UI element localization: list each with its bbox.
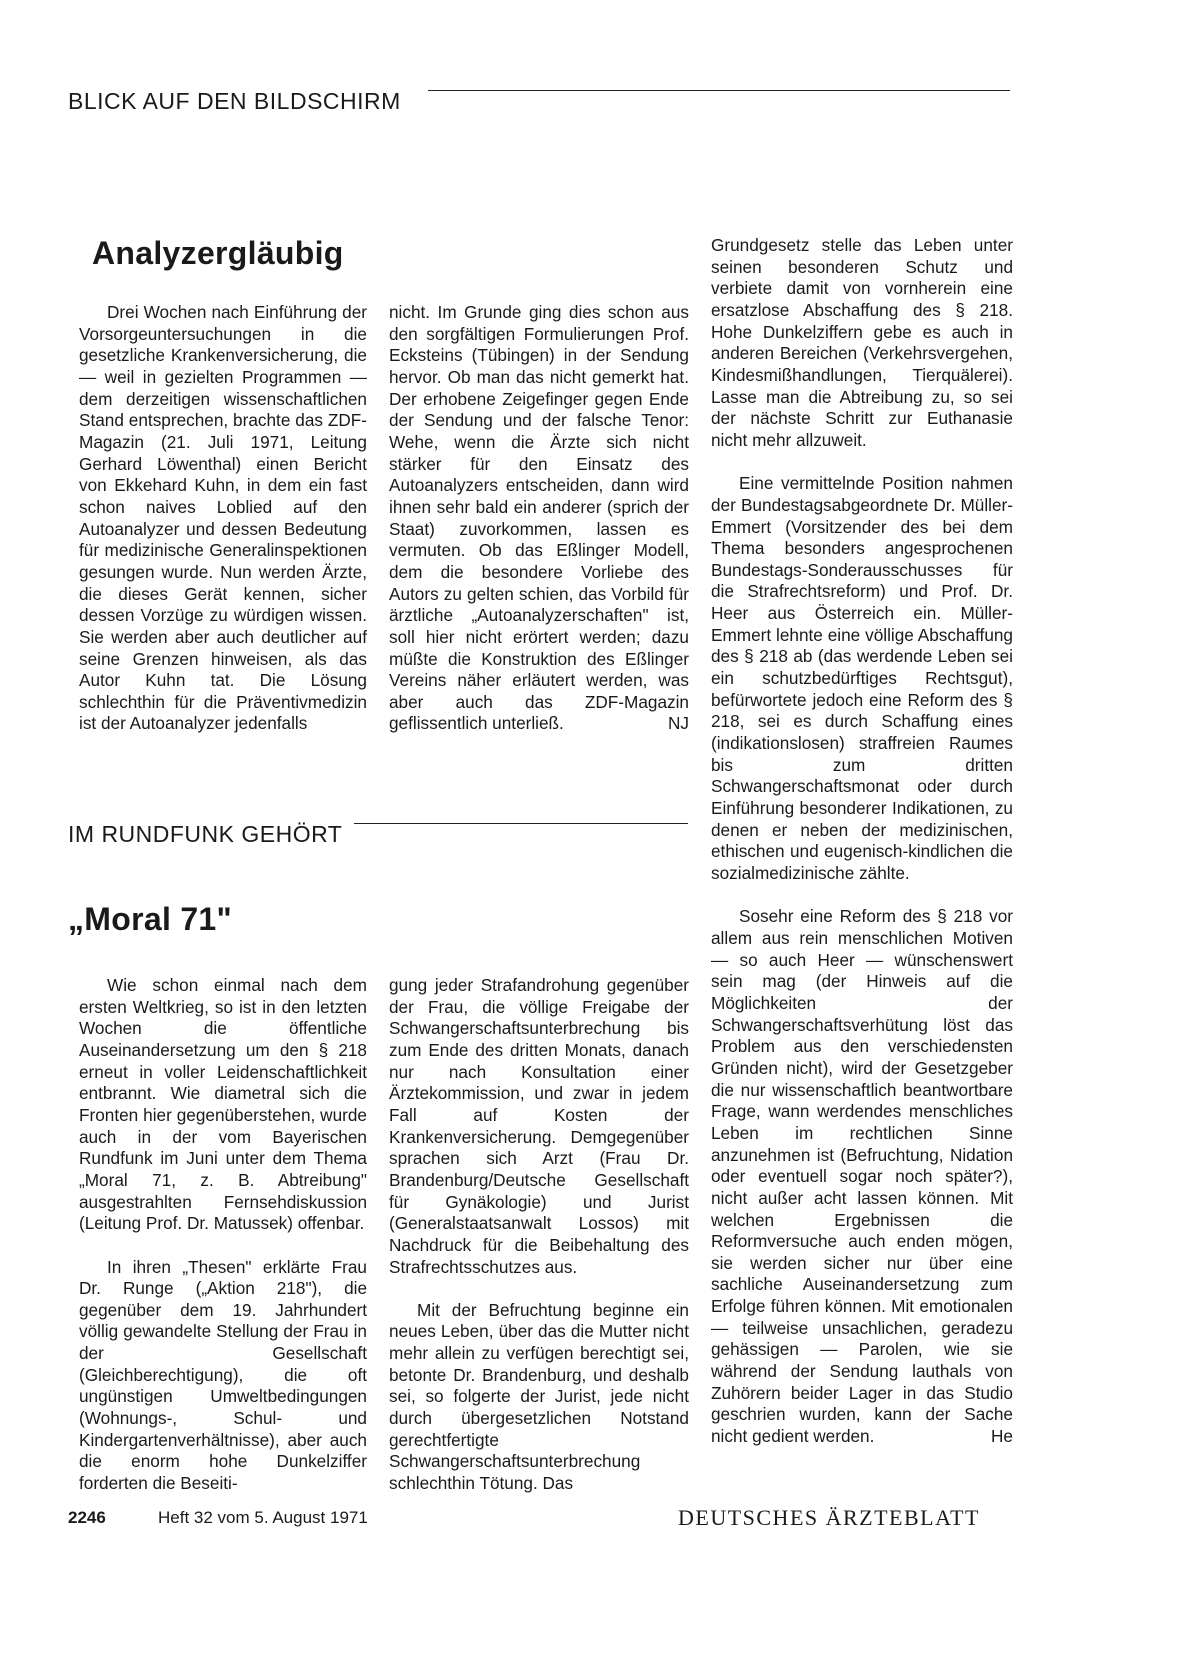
article2-column-2 [389,975,689,1495]
article2-column-3 [711,235,1013,1448]
article2-paragraph: Mit der Befruchtung beginne ein neues Leben, über das die Mutter nicht mehr allein zu verfügen berechtigt sei, betonte Dr. Brandenburg, und deshalb sei, so folgerte der Jurist, jede nicht durch übergesetzlichen Notstand gerechtfertigte Schwangerschaftsunterbrechung schlechthin Tötung. Das [389,1299,689,1494]
article2-paragraph [711,906,1013,1447]
article1-paragraph [389,302,689,735]
author-signature: NJ [667,713,689,734]
section-header-rundfunk: IM RUNDFUNK GEHÖRT [68,821,343,847]
section-header-bildschirm: BLICK AUF DEN BILDSCHIRM [68,88,401,114]
article2-column-1 [79,975,367,1495]
article2-paragraph: Wie schon einmal nach dem ersten Weltkrieg, so ist in den letzten Wochen die öffentliche Auseinandersetzung um den § 218 erneut in voller Leidenschaftlichkeit entbrannt. Wie diametral sich die Fronten hier gegenüberstehen, wurde auch in der vom Bayerischen Rundfunk im Juni unter dem Thema „Moral 71, z. B. Abtreibung" ausgestrahlten Fernsehdiskussion (Leitung Prof. Dr. Matussek) offenbar. [79,975,367,1234]
journal-name: DEUTSCHES ÄRZTEBLATT [678,1505,980,1530]
issue-info: Heft 32 vom 5. August 1971 [158,1508,368,1527]
section-rule-bildschirm [428,90,1010,91]
article2-paragraph: gung jeder Strafandrohung gegenüber der Frau, die völlige Freigabe der Schwangerschaftsunterbrechung bis zum Ende des dritten Monats, danach nur nach Konsultation einer Ärztekommission, und zwar in jedem Fall auf Kosten der Krankenversicherung. Demgegenüber sprachen sich Arzt (Frau Dr. Brandenburg/Deutsche Gesellschaft für Gynäkologie) und Jurist (Generalstaatsanwalt Lossos) mit Nachdruck für die Beibehaltung des Strafrechtsschutzes aus. [389,975,689,1277]
article2-paragraph: Eine vermittelnde Position nahmen der Bundestagsabgeordnete Dr. Müller-Emmert (Vorsitzender des bei dem Thema besonders angesprochenen Bundestags-Sonderausschusses für die Strafrechtsreform) und Prof. Dr. Heer aus Österreich ein. Müller-Emmert lehnte eine völlige Abschaffung des § 218 ab (das werdende Leben sei ein schutzbedürftiges Rechtsgut), befürwortete jedoch eine Reform des § 218, sei es durch Schaffung eines (indikationslosen) straffreien Raumes bis zum dritten Schwangerschaftsmonat oder durch Einführung besonderer Indikationen, zu denen er neben der medizinischen, ethischen und eugenisch-kindlichen die sozialmedizinische zählte. [711,473,1013,884]
article2-paragraph: In ihren „Thesen" erklärte Frau Dr. Runge („Aktion 218"), die gegenüber dem 19. Jahrhundert völlig gewandelte Stellung der Frau in der Gesellschaft (Gleichberechtigung), die oft ungünstigen Umweltbedingungen (Wohnungs-, Schul- und Kindergartenverhältnisse), aber auch die enorm hohe Dunkelziffer forderten die Beseiti- [79,1256,367,1494]
article1-text: nicht. Im Grunde ging dies schon aus den sorgfältigen Formulierungen Prof. Ecksteins (Tübingen) in der Sendung hervor. Ob man das nicht gemerkt hat. Der erhobene Zeigefinger gegen Ende der Sendung und der falsche Tenor: Wehe, wenn die Ärzte sich nicht stärker für den Einsatz des Autoanalyzers entscheiden, dann wird ihnen sehr bald ein anderer (sprich der Staat) zuvorkommen, lassen es vermuten. Ob das Eßlinger Modell, dem die besondere Vorliebe des Autors zu gelten schien, das Vorbild für ärztliche „Autoanalyzerschaften" ist, soll hier nicht erörtert werden; dazu müßte die Konstruktion des Eßlinger Vereins näher erläutert werden, was aber auch das ZDF-Magazin geflissentlich unterließ. [389,302,689,734]
article1-column-1 [79,302,367,735]
section-rule-rundfunk [354,823,688,824]
article2-paragraph: Grundgesetz stelle das Leben unter seinen besonderen Schutz und verbiete damit von vornherein eine ersatzlose Abschaffung des § 218. Hohe Dunkelziffern gebe es auch in anderen Bereichen (Verkehrsvergehen, Kindesmißhandlungen, Tierquälerei). Lasse man die Abtreibung zu, so sei der nächste Schritt zur Euthanasie nicht mehr allzuweit. [711,235,1013,450]
page-number: 2246 [68,1508,106,1527]
article1-column-2 [389,302,689,735]
headline-moral-71: „Moral 71" [68,901,232,937]
author-signature: He [991,1426,1013,1447]
headline-analyzerglaeubig: Analyzergläubig [92,235,344,271]
article2-text: Sosehr eine Reform des § 218 vor allem aus rein menschlichen Motiven — so auch Heer — wünschenswert sein mag (der Hinweis auf die Möglichkeiten der Schwangerschaftsverhütung löst das Problem aus den verschiedensten Gründen nicht), wird der Gesetzgeber die nur wissenschaftlich beantwortbare Frage, wann werdendes menschliches Leben im rechtlichen Sinne anzunehmen ist (Befruchtung, Nidation oder eventuell sogar noch später?), nicht außer acht lassen können. Mit welchen Ergebnissen die Reformversuche auch enden mögen, sie werden sicher nur über eine sachliche Auseinandersetzung zum Erfolge führen können. Mit emotionalen — teilweise unsachlichen, geradezu gehässigen — Parolen, wie sie während der Sendung lauthals von Zuhörern beider Lager in das Studio geschrien wurden, kann der Sache nicht gedient werden. [711,906,1013,1447]
article1-paragraph: Drei Wochen nach Einführung der Vorsorgeuntersuchungen in die gesetzliche Krankenversicherung, die — weil in gezielten Programmen — dem derzeitigen wissenschaftlichen Stand entsprechen, brachte das ZDF-Magazin (21. Juli 1971, Leitung Gerhard Löwenthal) einen Bericht von Ekkehard Kuhn, in dem ein fast schon naives Loblied auf den Autoanalyzer und dessen Bedeutung für medizinische Generalinspektionen gesungen wurde. Nun werden Ärzte, die dieses Gerät kennen, sicher dessen Vorzüge zu würdigen wissen. Sie werden aber auch deutlicher auf seine Grenzen hinweisen, als das Autor Kuhn tat. Die Lösung schlechthin für die Präventivmedizin ist der Autoanalyzer jedenfalls [79,302,367,734]
